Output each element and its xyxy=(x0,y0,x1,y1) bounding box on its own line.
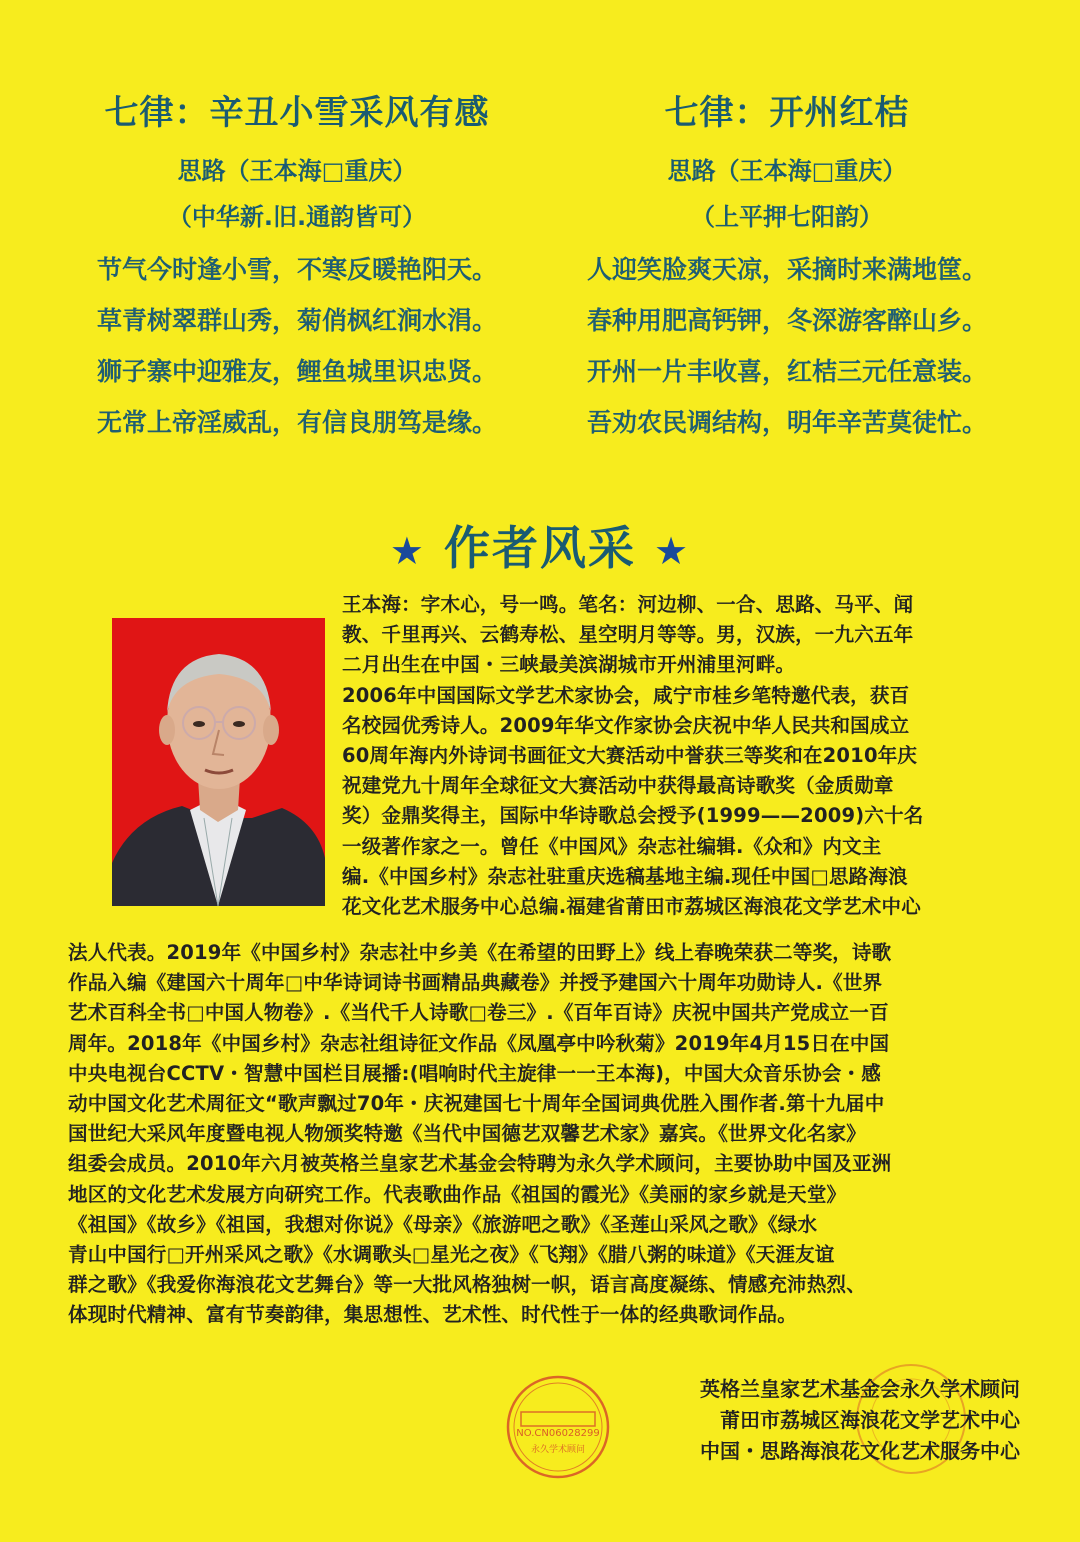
signature-block xyxy=(600,1374,1020,1467)
poem-author: 思路（王本海□重庆） xyxy=(177,157,417,185)
section-heading xyxy=(0,518,1080,581)
bio-line: 名校园优秀诗人。2009年华文作家协会庆祝中华人民共和国成立 xyxy=(342,713,910,737)
bio-line: 花文化艺术服务中心总编.福建省莆田市荔城区海浪花文学艺术中心 xyxy=(342,895,921,919)
official-seal xyxy=(503,1372,613,1482)
poem-note: （上平押七阳韵） xyxy=(691,203,883,231)
bio-line: 动中国文化艺术周征文“歌声飘过70年・庆祝建国七十周年全国词典优胜入围作者.第十九届中 xyxy=(68,1092,885,1116)
star-icon: ★ xyxy=(389,529,426,573)
poem-line: 草青树翠群山秀，菊俏枫红涧水涓。 xyxy=(96,306,497,335)
bio-line: 国世纪大采风年度暨电视人物颁奖特邀《当代中国德艺双馨艺术家》嘉宾。《世界文化名家》 xyxy=(68,1122,866,1146)
poem-line: 吾劝农民调结构，明年辛苦莫徒忙。 xyxy=(586,408,987,437)
bio-line: 一级著作家之一。曾任《中国风》杂志社编辑.《众和》内文主 xyxy=(342,834,882,858)
poem-note: （中华新.旧.通韵皆可） xyxy=(167,203,427,231)
bio-line: 艺术百科全书□中国人物卷》.《当代千人诗歌□卷三》.《百年百诗》庆祝中国共产党成立一百 xyxy=(68,1001,889,1025)
poem-right xyxy=(552,88,1022,448)
bio-line: 组委会成员。2010年六月被英格兰皇家艺术基金会特聘为永久学术顾问，主要协助中国及亚洲 xyxy=(68,1152,892,1176)
section-title: 作者风采 xyxy=(444,521,636,575)
poem-left xyxy=(62,88,532,448)
seal-number: NO.CN06028299 xyxy=(516,1428,600,1439)
bio-line: 青山中国行□开州采风之歌》《水调歌头□星光之夜》《飞翔》《腊八粥的味道》《天涯友谊 xyxy=(68,1243,835,1267)
poem-line: 节气今时逢小雪，不寒反暖艳阳天。 xyxy=(96,255,497,284)
poem-line: 狮子寨中迎雅友，鲤鱼城里识忠贤。 xyxy=(96,357,497,386)
signature-line: 英格兰皇家艺术基金会永久学术顾问 xyxy=(700,1377,1020,1401)
poem-line: 春种用肥高钙钾，冬深游客醉山乡。 xyxy=(586,306,987,335)
poem-title: 七律：开州红桔 xyxy=(664,93,910,133)
author-portrait xyxy=(112,618,325,906)
bio-line: 地区的文化艺术发展方向研究工作。代表歌曲作品《祖国的霞光》《美丽的家乡就是天堂》 xyxy=(68,1182,847,1206)
signature-line: 莆田市荔城区海浪花文学艺术中心 xyxy=(720,1408,1020,1432)
bio-line: 法人代表。2019年《中国乡村》杂志社中乡美《在希望的田野上》线上春晚荣获二等奖，诗歌 xyxy=(68,941,892,964)
bio-line: 2006年中国国际文学艺术家协会，咸宁市桂乡笔特邀代表，获百 xyxy=(342,683,910,707)
bio-line: 中央电视台CCTV・智慧中国栏目展播:(唱响时代主旋律一一王本海)，中国大众音乐协会・感 xyxy=(68,1061,881,1085)
bio-line: 作品入编《建国六十周年□中华诗词诗书画精品典藏卷》并授予建国六十周年功勋诗人.《世界 xyxy=(68,971,883,995)
poem-line: 开州一片丰收喜，红桔三元任意装。 xyxy=(586,357,987,386)
signature-line: 中国・思路海浪花文化艺术服务中心 xyxy=(700,1439,1020,1463)
poem-title: 七律：辛丑小雪采风有感 xyxy=(104,93,490,133)
poem-author: 思路（王本海□重庆） xyxy=(667,157,907,185)
bio-line: 奖）金鼎奖得主，国际中华诗歌总会授予(1999——2009)六十名 xyxy=(342,804,924,828)
poem-line: 人迎笑脸爽天凉，采摘时来满地筐。 xyxy=(586,255,987,284)
bio-line: 周年。2018年《中国乡村》杂志社组诗征文作品《凤凰亭中吟秋菊》2019年4月15日在中国 xyxy=(68,1031,890,1055)
bio-bottom xyxy=(68,938,1012,1331)
seal-text: 永久学术顾问 xyxy=(530,1445,586,1455)
bio-line: 二月出生在中国・三峡最美滨湖城市开州浦里河畔。 xyxy=(342,653,796,677)
poem-line: 无常上帝淫威乱，有信良朋笃是缘。 xyxy=(96,408,497,437)
bio-line: 体现时代精神、富有节奏韵律，集思想性、艺术性、时代性于一体的经典歌词作品。 xyxy=(68,1303,797,1327)
bio-line: 60周年海内外诗词书画征文大赛活动中誉获三等奖和在2010年庆 xyxy=(342,744,918,768)
bio-line: 王本海：字木心，号一鸣。笔名：河边柳、一合、思路、马平、闻 xyxy=(342,593,914,616)
bio-line: 《祖国》《故乡》《祖国，我想对你说》《母亲》《旅游吧之歌》《圣莲山采风之歌》《绿水 xyxy=(68,1212,818,1236)
star-icon: ★ xyxy=(654,529,691,573)
bio-line: 祝建党九十周年全球征文大赛活动中获得最高诗歌奖（金质勋章 xyxy=(342,774,894,798)
bio-line: 群之歌》《我爱你海浪花文艺舞台》等一大批风格独树一帜，语言高度凝练、情感充沛热烈、 xyxy=(68,1273,866,1297)
poem-lines xyxy=(62,244,532,448)
bio-top xyxy=(342,590,1002,922)
bio-line: 编.《中国乡村》杂志社驻重庆选稿基地主编.现任中国□思路海浪 xyxy=(342,864,908,888)
bio-line: 教、千里再兴、云鹤寿松、星空明月等等。男，汉族，一九六五年 xyxy=(342,623,914,647)
poem-lines xyxy=(552,244,1022,448)
